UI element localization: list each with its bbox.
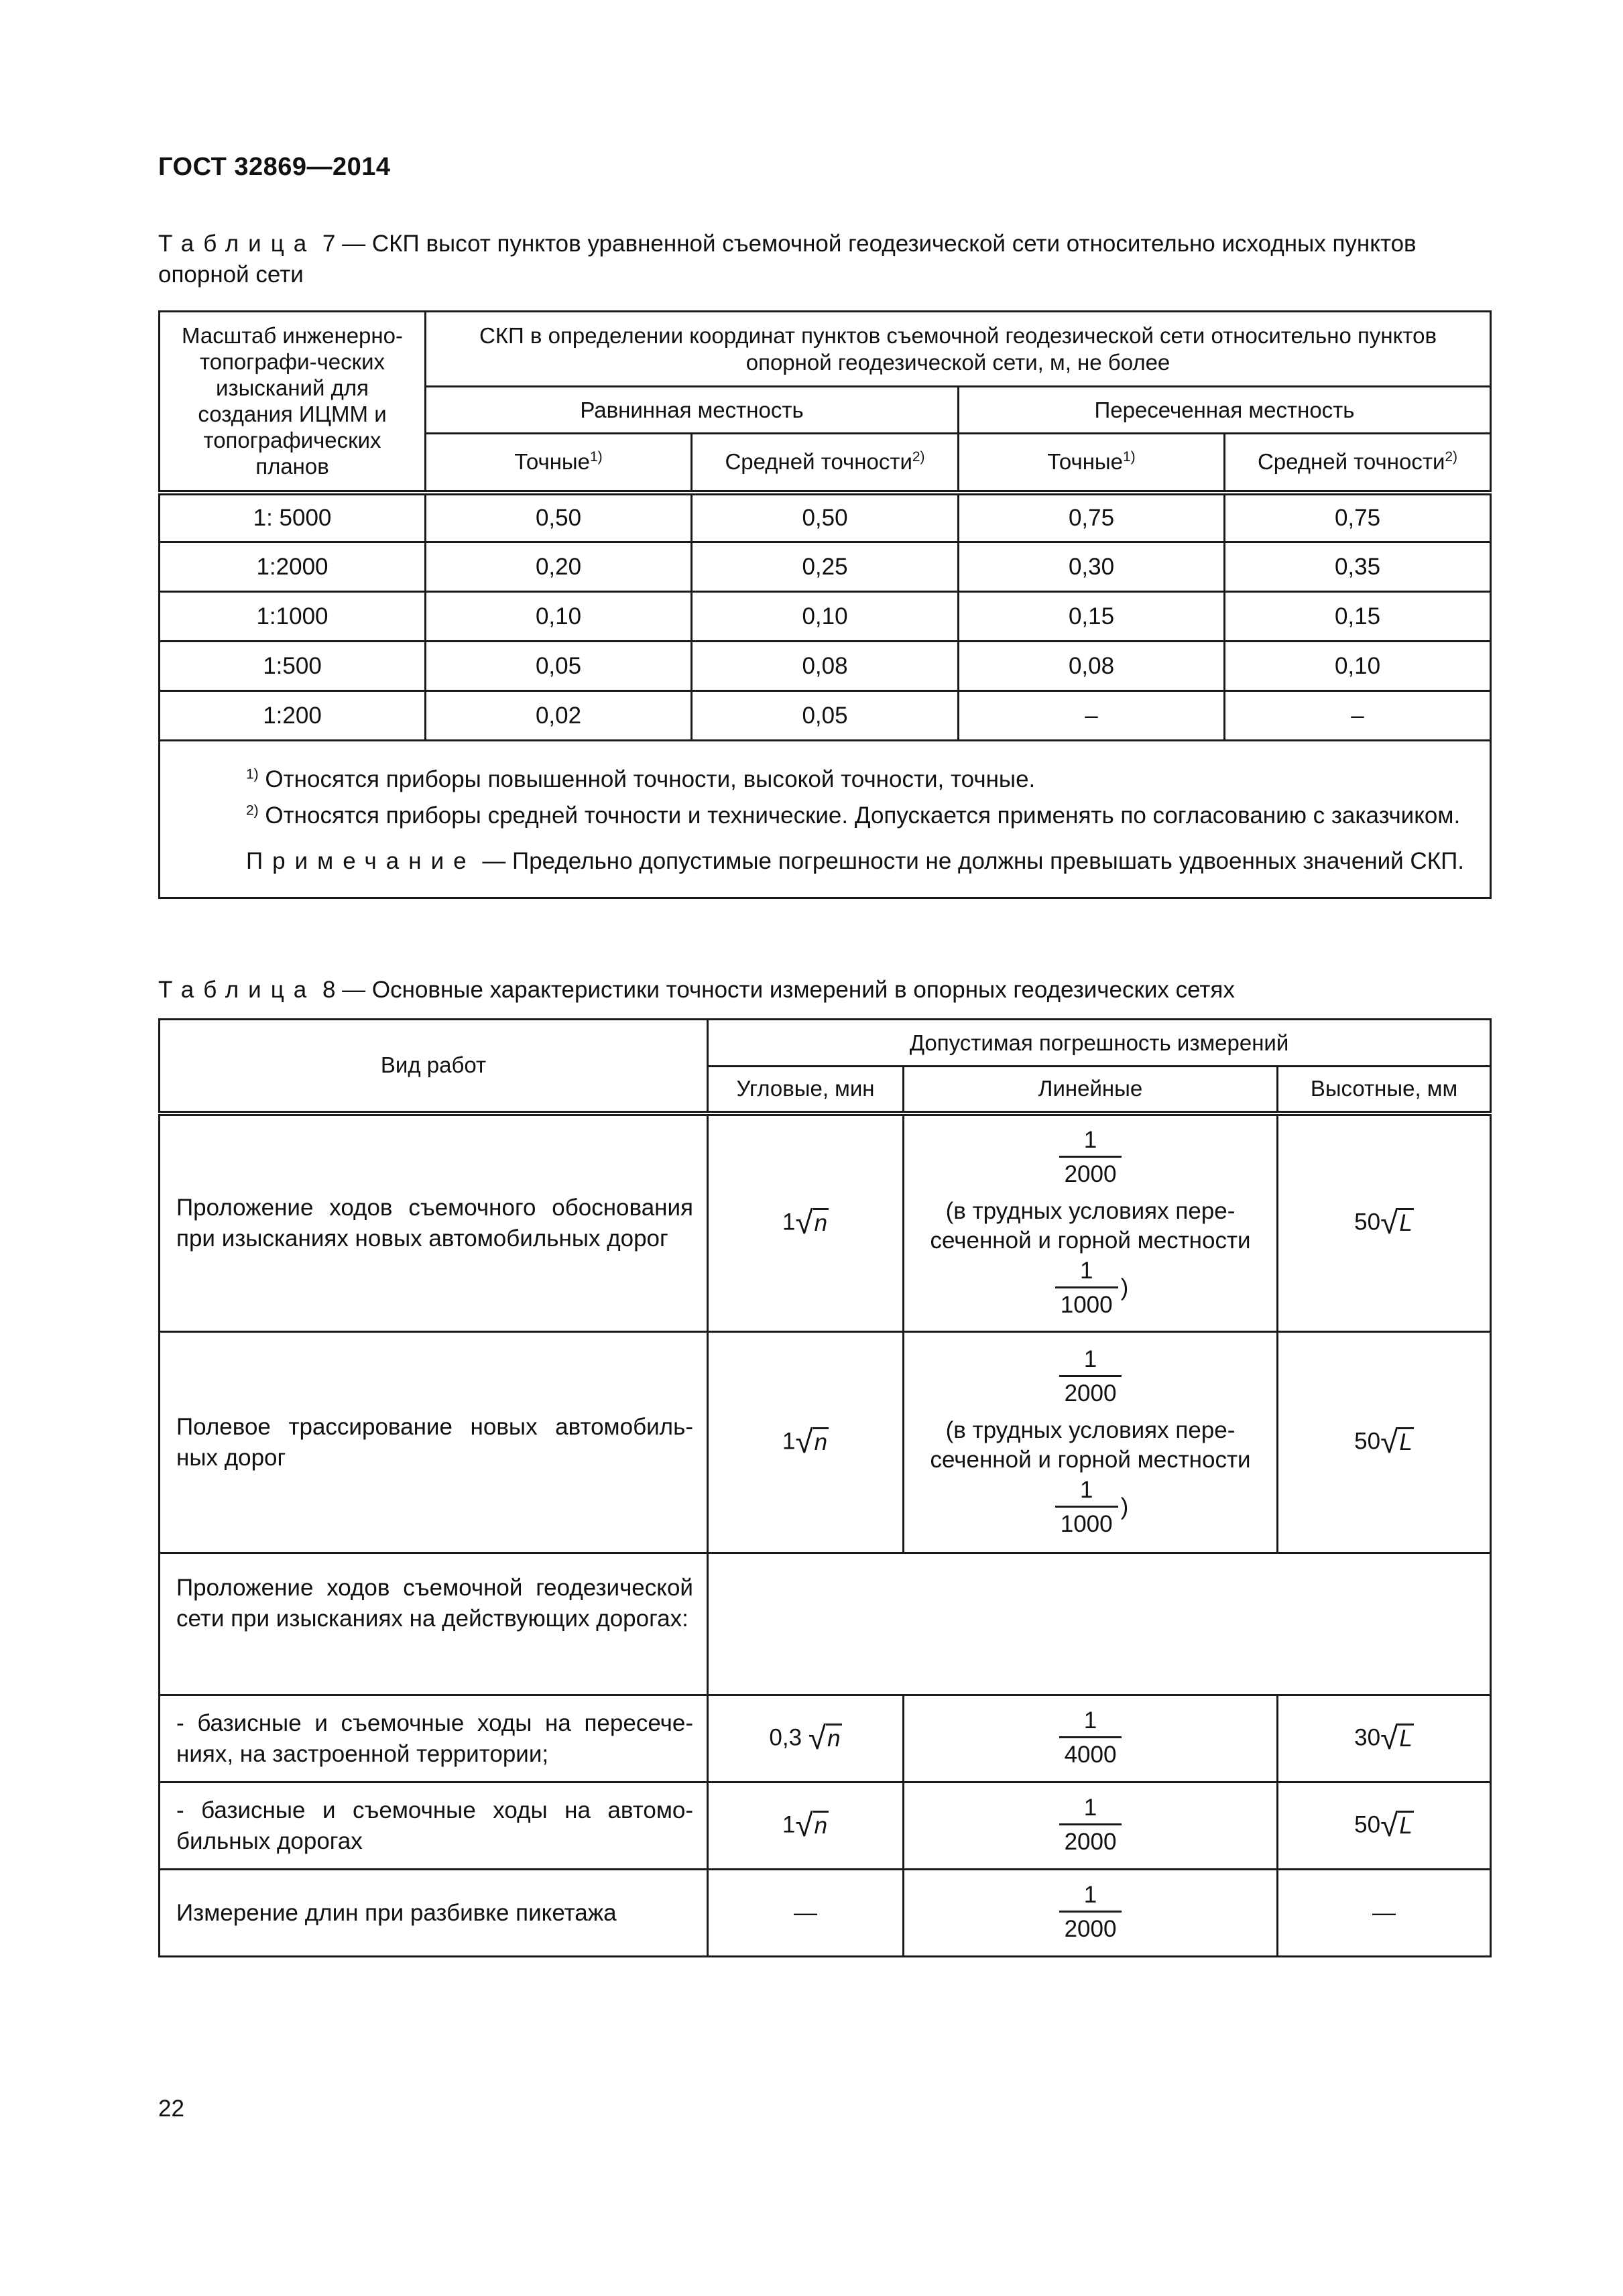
numerator: 1 — [1083, 1707, 1097, 1734]
denominator: 4000 — [1059, 1736, 1122, 1772]
table-row — [160, 1553, 1491, 1695]
radicand: n — [813, 1208, 829, 1236]
table7-notes — [160, 741, 1491, 898]
cell: 0,05 — [692, 691, 959, 741]
table8-angular-cell — [708, 1695, 904, 1783]
close-paren: ) — [1120, 1274, 1129, 1301]
cell: 0,75 — [959, 493, 1225, 542]
coefficient: 50 — [1354, 1811, 1381, 1837]
cell: 0,30 — [959, 542, 1225, 592]
sqrt-sign-icon: √ — [795, 1807, 813, 1844]
table8-header-group: Допустимая погрешность измерений — [708, 1020, 1491, 1067]
table-row — [160, 542, 1491, 592]
table7-caption-word: Таблица — [158, 231, 316, 257]
table8-height-cell — [1278, 1695, 1491, 1783]
table-row — [160, 1113, 1491, 1332]
coefficient: 1 — [782, 1811, 796, 1837]
table-row — [160, 1332, 1491, 1553]
table8-linear-cell — [904, 1113, 1278, 1332]
sqrt-sign-icon: √ — [795, 1424, 813, 1460]
sqrt-L — [1380, 1720, 1414, 1756]
numerator: 1 — [1079, 1257, 1093, 1284]
sqrt-L — [1380, 1207, 1414, 1240]
cell: 0,15 — [959, 592, 1225, 642]
table8-linear-cell — [904, 1783, 1278, 1870]
footnote-mark: 1) — [590, 449, 603, 465]
table8-header-angular: Угловые, мин — [708, 1067, 904, 1113]
sqrt-sign-icon: √ — [1380, 1807, 1398, 1844]
table7-caption — [158, 229, 1492, 290]
table8-angular-cell — [708, 1332, 904, 1553]
coefficient: 50 — [1354, 1209, 1381, 1235]
table7-header-rough-precise — [959, 434, 1225, 493]
sqrt-sign-icon: √ — [1380, 1720, 1398, 1756]
linear-note: (в трудных условиях пере-сеченной и горной местности — [930, 1197, 1251, 1254]
cell: 0,50 — [426, 493, 692, 542]
fraction — [1059, 1793, 1122, 1859]
table7-caption-number: 7 — [322, 231, 336, 257]
cell: 1:1000 — [160, 592, 426, 642]
label: Средней точности — [725, 449, 912, 475]
sqrt-L — [1380, 1424, 1414, 1460]
sqrt-n — [808, 1720, 842, 1756]
note-text: — Предельно допустимые погрешности не должны превышать удвоенных значений СКП. — [482, 848, 1464, 874]
table8-header-height: Высотные, мм — [1278, 1067, 1491, 1113]
table-row — [160, 1783, 1491, 1870]
label: Средней точности — [1257, 449, 1445, 475]
table7-notes-row — [160, 741, 1491, 898]
sqrt-sign-icon: √ — [1380, 1424, 1398, 1460]
coefficient: 1 — [782, 1209, 796, 1235]
table-row — [160, 592, 1491, 642]
table8-work-cell: Проложение ходов съемочной геодезической сети при изысканиях на действующих дорогах: — [160, 1553, 708, 1695]
note-label: Примечание — [246, 848, 476, 874]
denominator: 2000 — [1059, 1823, 1122, 1859]
table8-linear-cell — [904, 1332, 1278, 1553]
table8-linear-cell — [904, 1870, 1278, 1957]
footnote-text: Относятся приборы повышенной точности, высокой точности, точные. — [265, 766, 1036, 792]
numerator: 1 — [1083, 1795, 1097, 1821]
table-row — [160, 493, 1491, 542]
table7-caption-text: — СКП высот пунктов уравненной съемочной геодезической сети относительно исходных пунктов опорной сети — [158, 231, 1417, 288]
denominator: 2000 — [1059, 1156, 1122, 1191]
table8-angular-cell: — — [708, 1870, 904, 1957]
table7 — [158, 310, 1492, 899]
linear-note: (в трудных условиях пере-сеченной и горной местности — [930, 1416, 1251, 1473]
coefficient: 30 — [1354, 1724, 1381, 1750]
radicand: n — [813, 1811, 829, 1839]
table-row — [160, 691, 1491, 741]
label: Точные — [1047, 449, 1123, 475]
table-row — [160, 1695, 1491, 1783]
cell: 1:200 — [160, 691, 426, 741]
cell: 0,05 — [426, 642, 692, 691]
table8-angular-cell — [708, 1113, 904, 1332]
table7-header-flat: Равнинная местность — [426, 387, 959, 434]
denominator: 2000 — [1059, 1911, 1122, 1946]
footnote-mark: 2) — [1445, 449, 1458, 465]
cell: 0,02 — [426, 691, 692, 741]
table7-header-main: СКП в определении координат пунктов съемочной геодезической сети относительно пунктов опорной геодезической сети, м, не более — [426, 312, 1491, 387]
fraction — [1059, 1344, 1122, 1410]
document-header: ГОСТ 32869—2014 — [158, 153, 391, 181]
cell: 0,15 — [1225, 592, 1491, 642]
close-paren: ) — [1120, 1493, 1129, 1520]
table-row — [160, 1870, 1491, 1957]
table8-empty-cell — [708, 1553, 1491, 1695]
table8-work-cell: Проложение ходов съемочного обоснования при изысканиях новых автомобильных дорог — [160, 1113, 708, 1332]
table7-note — [246, 843, 1476, 880]
radicand: L — [1398, 1811, 1413, 1839]
table8-height-cell: — — [1278, 1870, 1491, 1957]
cell: 1: 5000 — [160, 493, 426, 542]
cell: 1:2000 — [160, 542, 426, 592]
cell: 0,20 — [426, 542, 692, 592]
sqrt-L — [1380, 1807, 1414, 1844]
denominator: 1000 — [1055, 1286, 1118, 1322]
denominator: 2000 — [1059, 1375, 1122, 1410]
table8-angular-cell — [708, 1783, 904, 1870]
table8-header-linear: Линейные — [904, 1067, 1278, 1113]
coefficient: 50 — [1354, 1427, 1381, 1454]
fraction — [1059, 1705, 1122, 1772]
footnote-text: Относятся приборы средней точности и технические. Допускается применять по согласованию с заказчиком. — [265, 802, 1461, 829]
fraction — [1059, 1125, 1122, 1191]
cell: – — [959, 691, 1225, 741]
footnote-mark: 1) — [246, 766, 259, 782]
coefficient: 1 — [782, 1427, 796, 1454]
cell: 0,10 — [692, 592, 959, 642]
fraction — [1059, 1880, 1122, 1946]
footnote-mark: 2) — [912, 449, 925, 465]
cell: 0,75 — [1225, 493, 1491, 542]
numerator: 1 — [1083, 1345, 1097, 1372]
table8-height-cell — [1278, 1332, 1491, 1553]
sqrt-n — [795, 1424, 829, 1460]
numerator: 1 — [1083, 1882, 1097, 1908]
table8 — [158, 1018, 1492, 1957]
label: Точные — [514, 449, 590, 475]
table7-header-scale: Масштаб инженерно-топографи-ческих изысканий для создания ИЦММ и топографических планов — [160, 312, 426, 493]
sqrt-sign-icon: √ — [795, 1205, 813, 1241]
footnote-1 — [246, 762, 1476, 798]
table8-work-cell: - базисные и съемочные ходы на автомо-бильных дорогах — [160, 1783, 708, 1870]
sqrt-sign-icon: √ — [1380, 1205, 1398, 1241]
cell: 0,10 — [1225, 642, 1491, 691]
cell: – — [1225, 691, 1491, 741]
denominator: 1000 — [1055, 1506, 1118, 1541]
cell: 0,35 — [1225, 542, 1491, 592]
table8-caption-text: — Основные характеристики точности измерений в опорных геодезических сетях — [342, 977, 1235, 1003]
radicand: n — [826, 1724, 841, 1752]
radicand: L — [1398, 1427, 1413, 1455]
cell: 0,08 — [959, 642, 1225, 691]
table7-header-flat-medium — [692, 434, 959, 493]
table8-height-cell — [1278, 1783, 1491, 1870]
fraction — [1055, 1256, 1118, 1322]
numerator: 1 — [1079, 1476, 1093, 1503]
cell: 0,08 — [692, 642, 959, 691]
table8-work-cell: - базисные и съемочные ходы на пересече-ниях, на застроенной территории; — [160, 1695, 708, 1783]
sqrt-sign-icon: √ — [808, 1720, 827, 1756]
table8-caption-number: 8 — [322, 977, 336, 1003]
sqrt-n — [795, 1207, 829, 1240]
footnote-mark: 1) — [1123, 449, 1136, 465]
table7-header-flat-precise — [426, 434, 692, 493]
coefficient: 0,3 — [769, 1724, 802, 1750]
numerator: 1 — [1083, 1126, 1097, 1153]
radicand: n — [813, 1427, 829, 1455]
cell: 0,50 — [692, 493, 959, 542]
footnote-mark: 2) — [246, 802, 259, 819]
page-number: 22 — [158, 2096, 184, 2122]
table8-caption-word: Таблица — [158, 977, 316, 1003]
table8-work-cell: Полевое трассирование новых автомобиль-ных дорог — [160, 1332, 708, 1553]
sqrt-n — [795, 1807, 829, 1844]
cell: 1:500 — [160, 642, 426, 691]
table8-header-work: Вид работ — [160, 1020, 708, 1113]
table8-caption — [158, 975, 1492, 1006]
radicand: L — [1398, 1724, 1413, 1752]
radicand: L — [1398, 1208, 1413, 1236]
table8-work-cell: Измерение длин при разбивке пикетажа — [160, 1870, 708, 1957]
table7-header-rough-medium — [1225, 434, 1491, 493]
cell: 0,10 — [426, 592, 692, 642]
table8-height-cell — [1278, 1113, 1491, 1332]
table7-header-rough: Пересеченная местность — [959, 387, 1491, 434]
cell: 0,25 — [692, 542, 959, 592]
table8-linear-cell — [904, 1695, 1278, 1783]
fraction — [1055, 1475, 1118, 1541]
footnote-2 — [246, 798, 1476, 834]
table-row — [160, 642, 1491, 691]
